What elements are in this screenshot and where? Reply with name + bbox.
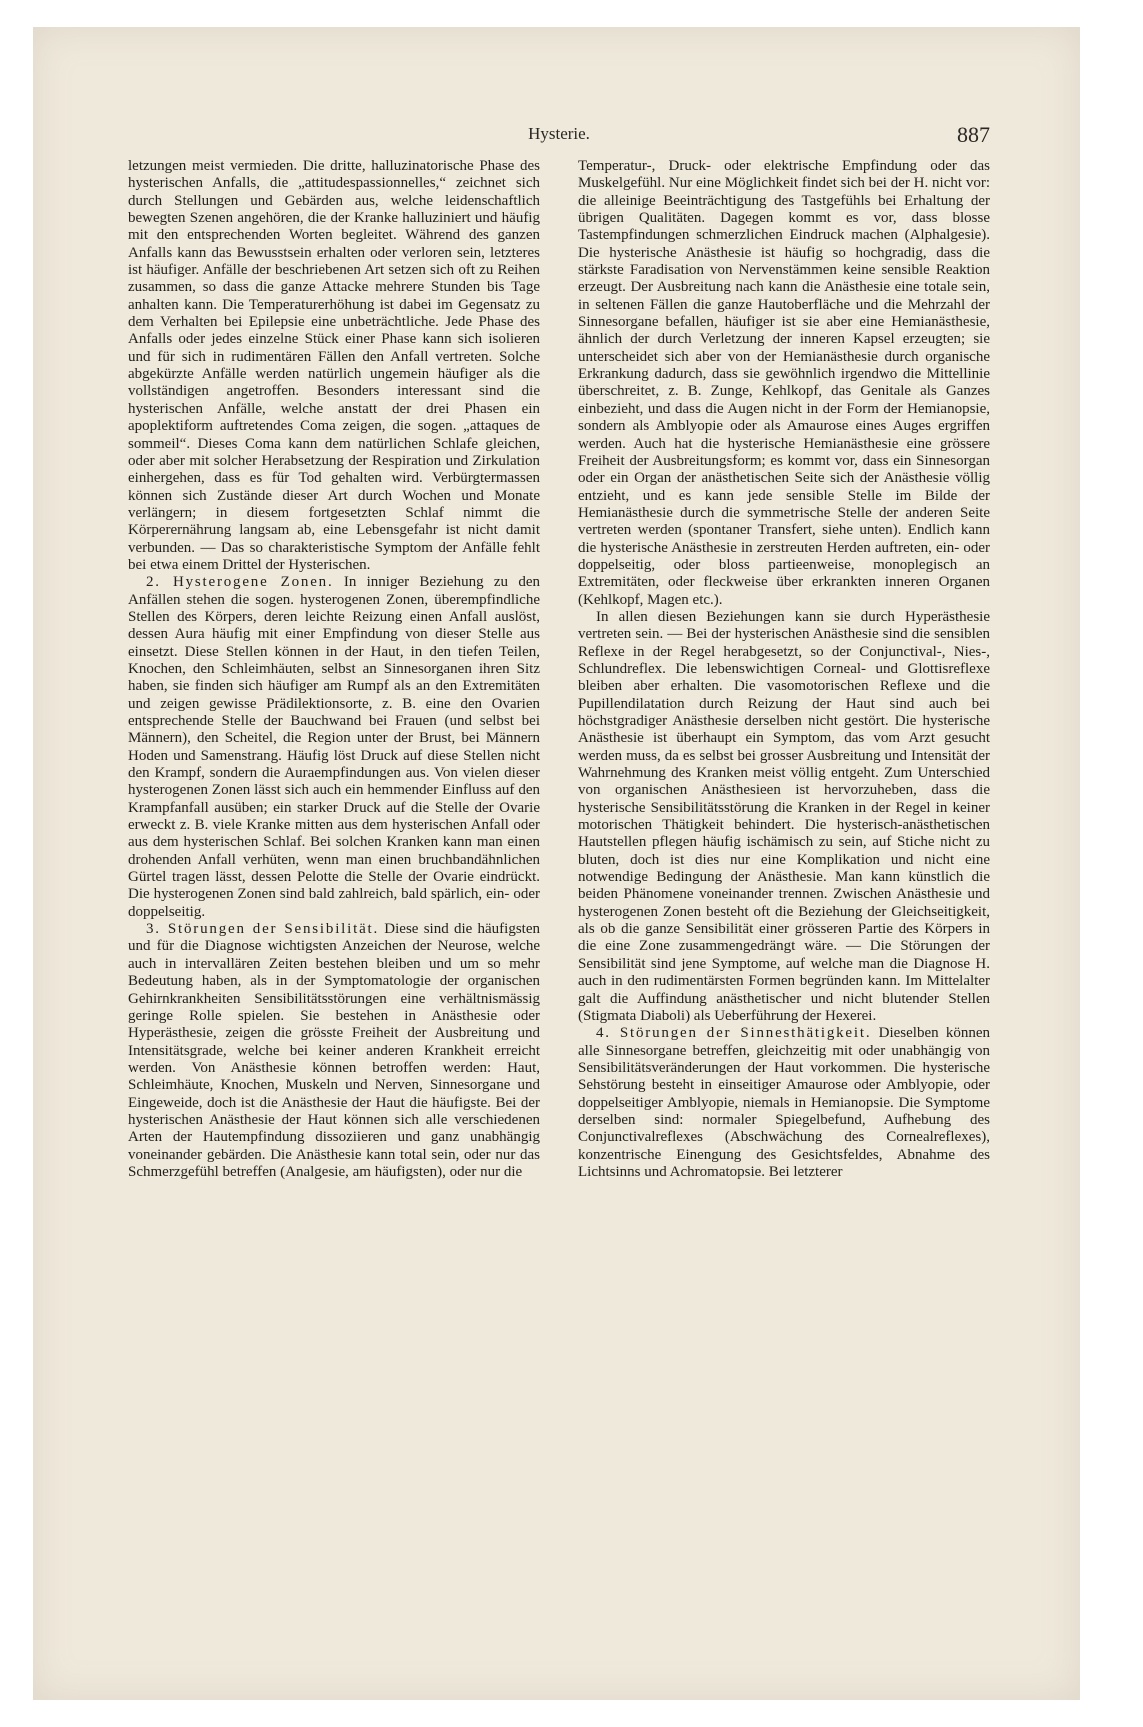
paragraph: In allen diesen Beziehungen kann sie durch Hyperästhesie vertreten sein. — Bei der hysterischen Anästhesie sind die sensiblen Reflexe in der Regel herabgesetzt, so der Conjunctival-, Nies-, Schlundreflex. Die lebenswichtigen Corneal- und Glottisreflexe bleiben aber erhalten. Die vasomotorischen Reflexe und die Pupillendilatation durch Reizung der Haut sind auch bei höchstgradiger Anästhesie derselben nicht gestört. Die hysterische Anästhesie ist überhaupt ein Symptom, das vom Arzt gesucht werden muss, da es selbst bei grosser Ausbreitung und Intensität der Wahrnehmung des Kranken meist völlig entgeht. Zum Unterschied von organischen Anästhesieen ist hervorzuheben, dass die hysterische Sensibilitätsstörung die Kranken in der Regel in keiner motorischen Thätigkeit behindert. Die hysterisch-anästhetischen Hautstellen pflegen häufig ischämisch zu sein, auf Stiche nicht zu bluten, doch ist dies nur eine Komplikation und nicht eine notwendige Bedingung der Anästhesie. Man kann künstlich die beiden Phänomene voneinander trennen. Zwischen Anästhesie und hysterogenen Zonen besteht oft die Beziehung der Gleichseitigkeit, als ob die ganze Sensibilität einer grösseren Partie des Körpers in die eine Zone zusammengedrängt wäre. — Die Störungen der Sensibilität sind jene Symptome, auf welche man die Diagnose H. auch in den rudimentärsten Formen begründen kann. Im Mittelalter galt die Auffindung anästhetischer und nicht blutender Stellen (Stigmata Diaboli) als Ueberführung der Hexerei. — [578, 608, 990, 1024]
paragraph-text: Diese sind die häufigsten und für die Diagnose wichtigsten Anzeichen der Neurose, welche auch in intervallären Zeiten bestehen bleiben und um so mehr Bedeutung haben, als in der Symptomatologie der organischen Gehirnkrankheiten Sensibilitätsstörungen eine verhältnismässig geringe Rolle spielen. Sie bestehen in Anästhesie oder Hyperästhesie, zeigen die grösste Freiheit der Ausbreitung und Intensitätsgrade, welche bei keiner anderen Krankheit erreicht werden. Von Anästhesie können betroffen werden: Haut, Schleimhäute, Knochen, Muskeln und Nerven, Sinnesorgane und Eingeweide, doch ist die Anästhesie der Haut die häufigste. Bei der hysterischen Anästhesie der Haut können sich alle verschiedenen Arten der Hautempfindung dissoziieren und ganz unabhängig voneinander gebärden. Die Anästhesie kann total sein, oder nur das Schmerzgefühl betreffen (Analgesie, am häufigsten), oder nur die — [128, 921, 540, 1180]
paragraph: Temperatur-, Druck- oder elektrische Empfindung oder das Muskelgefühl. Nur eine Möglichkeit findet sich bei der H. nicht vor: die alleinige Beeinträchtigung des Tastgefühls bei Erhaltung der übrigen Qualitäten. Dagegen kommt es vor, dass blosse Tastempfindungen schmerzlichen Eindruck machen (Alphalgesie). Die hysterische Anästhesie ist häufig so hochgradig, dass die stärkste Faradisation von Nervenstämmen keine sensible Reaktion erzeugt. Der Ausbreitung nach kann die Anästhesie eine totale sein, in seltenen Fällen die ganze Hautoberfläche und die Mehrzahl der Sinnesorgane befallen, häufiger ist sie aber eine Hemianästhesie, ähnlich der durch Verletzung der inneren Kapsel erzeugten; sie unterscheidet sich aber von der Hemianästhesie durch organische Erkrankung dadurch, dass sie gewöhnlich irgendwo die Mittellinie überschreitet, z. B. Zunge, Kehlkopf, das Genitale als Ganzes einbezieht, und dass die Augen nicht in der Form der Hemianopsie, sondern als Amblyopie oder als Amaurose eines Auges ergriffen werden. Auch hat die hysterische Hemianästhesie eine grössere Freiheit der Ausbreitungsform; es kommt vor, dass ein Sinnesorgan oder ein Organ der anästhetischen Seite sich der Anästhesie völlig entzieht, und es kann jede sensible Stelle im Bilde der Hemianästhesie durch die symmetrische Stelle der anderen Seite vertreten werden (spontaner Transfert, siehe unten). Endlich kann die hysterische Anästhesie in zerstreuten Herden auftreten, ein- oder doppelseitig, oder bloss partieenweise, monoplegisch an Extremitäten, oder fleckweise über erkrankten inneren Organen (Kehlkopf, Magen etc.). — [578, 158, 990, 608]
paragraph-text: Dieselben können alle Sinnesorgane betreffen, gleichzeitig mit oder unabhängig von Sensibilitätsveränderungen der Haut vorkommen. Die hysterische Sehstörung besteht in einseitiger Amaurose oder Amblyopie, oder doppelseitiger Amblyopie, niemals in Hemianopsie. Die Symptome derselben sind: normaler Spiegelbefund, Aufhebung des Conjunctivalreflexes (Abschwächung des Cornealreflexes), konzentrische Einengung des Gesichtsfeldes, Abnahme des Lichtsinns und Achromatopsie. Bei letzterer — [578, 1025, 990, 1180]
left-column — [128, 158, 540, 1181]
paragraph-hysterogene-zonen — [128, 574, 540, 921]
section-heading: 3. Störungen der Sensibilität. — [146, 921, 380, 938]
right-column — [578, 158, 990, 1181]
running-title: Hysterie. — [528, 124, 590, 143]
page-number: 887 — [957, 122, 990, 147]
paragraph-sinnesthaetigkeit — [578, 1025, 990, 1181]
paragraph-text: In inniger Beziehung zu den Anfällen stehen die sogen. hysterogenen Zonen, überempfindliche Stellen des Körpers, deren leichte Reizung einen Anfall auslöst, dessen Aura häufig mit einer Empfindung von dieser Stelle aus einsetzt. Diese Stellen können in der Haut, in den tiefen Teilen, Knochen, den Schleimhäuten, selbst an Sinnesorganen ihren Sitz haben, sie finden sich häufiger am Rumpf als an den Extremitäten und zeigen gewisse Prädilektionsorte, z. B. eine den Ovarien entsprechende Stelle der Bauchwand bei Frauen (und selbst bei Männern), den Scheitel, die Region unter der Brust, bei Männern Hoden und Samenstrang. Häufig löst Druck auf diese Stellen nicht den Krampf, sondern die Auraempfindungen aus. Von vielen dieser hysterogenen Zonen lässt sich auch ein hemmender Einfluss auf den Krampfanfall ausüben; ein starker Druck auf die Stelle der Ovarie erweckt z. B. viele Kranke mitten aus dem hysterischen Anfall oder aus dem hysterischen Schlaf. Bei solchen Kranken kann man einen drohenden Anfall verhüten, wenn man einen bruchbandähnlichen Gürtel tragen lässt, dessen Pelotte die Stelle der Ovarie eindrückt. Die hysterogenen Zonen sind bald zahlreich, bald spärlich, ein- oder doppelseitig. — [128, 574, 540, 920]
section-heading: 2. Hysterogene Zonen. — [146, 574, 334, 591]
page-header — [128, 124, 990, 154]
paragraph-sensibilitaet — [128, 921, 540, 1181]
paragraph: letzungen meist vermieden. Die dritte, halluzinatorische Phase des hysterischen Anfalls, die „attitudespassionnelles,“ zeichnet sich durch Stellungen und Gebärden aus, welche leidenschaftlich bewegten Szenen angehören, die der Kranke halluziniert und häufig mit den entsprechenden Worten begleitet. Während des ganzen Anfalls kann das Bewusstsein erhalten oder verloren sein, letzteres ist häufiger. Anfälle der beschriebenen Art setzen sich oft zu Reihen zusammen, so dass die ganze Attacke mehrere Stunden bis Tage anhalten kann. Die Temperaturerhöhung ist dabei im Gegensatz zu dem Verhalten bei Epilepsie eine unbeträchtliche. Jede Phase des Anfalls oder jedes einzelne Stück einer Phase kann sich isolieren und für sich in rudimentären Fällen den Anfall vertreten. Solche abgekürzte Anfälle werden natürlich ungemein häufiger als die vollständigen angetroffen. Besonders interessant sind die hysterischen Anfälle, welche anstatt der drei Phasen ein apoplektiform auftretendes Coma zeigen, die sogen. „attaques de sommeil“. Dieses Coma kann dem natürlichen Schlafe gleichen, oder aber mit solcher Herabsetzung der Respiration und Zirkulation einhergehen, dass es für Tod gehalten wird. Verbürgtermassen können sich Zustände dieser Art durch Wochen und Monate verlängern; in diesem fortgesetzten Schlaf nimmt die Körperernährung langsam ab, eine Lebensgefahr ist nicht damit verbunden. — Das so charakteristische Symptom der Anfälle fehlt bei etwa einem Drittel der Hysterischen. — [128, 158, 540, 573]
section-heading: 4. Störungen der Sinnesthätigkeit. — [596, 1025, 872, 1042]
